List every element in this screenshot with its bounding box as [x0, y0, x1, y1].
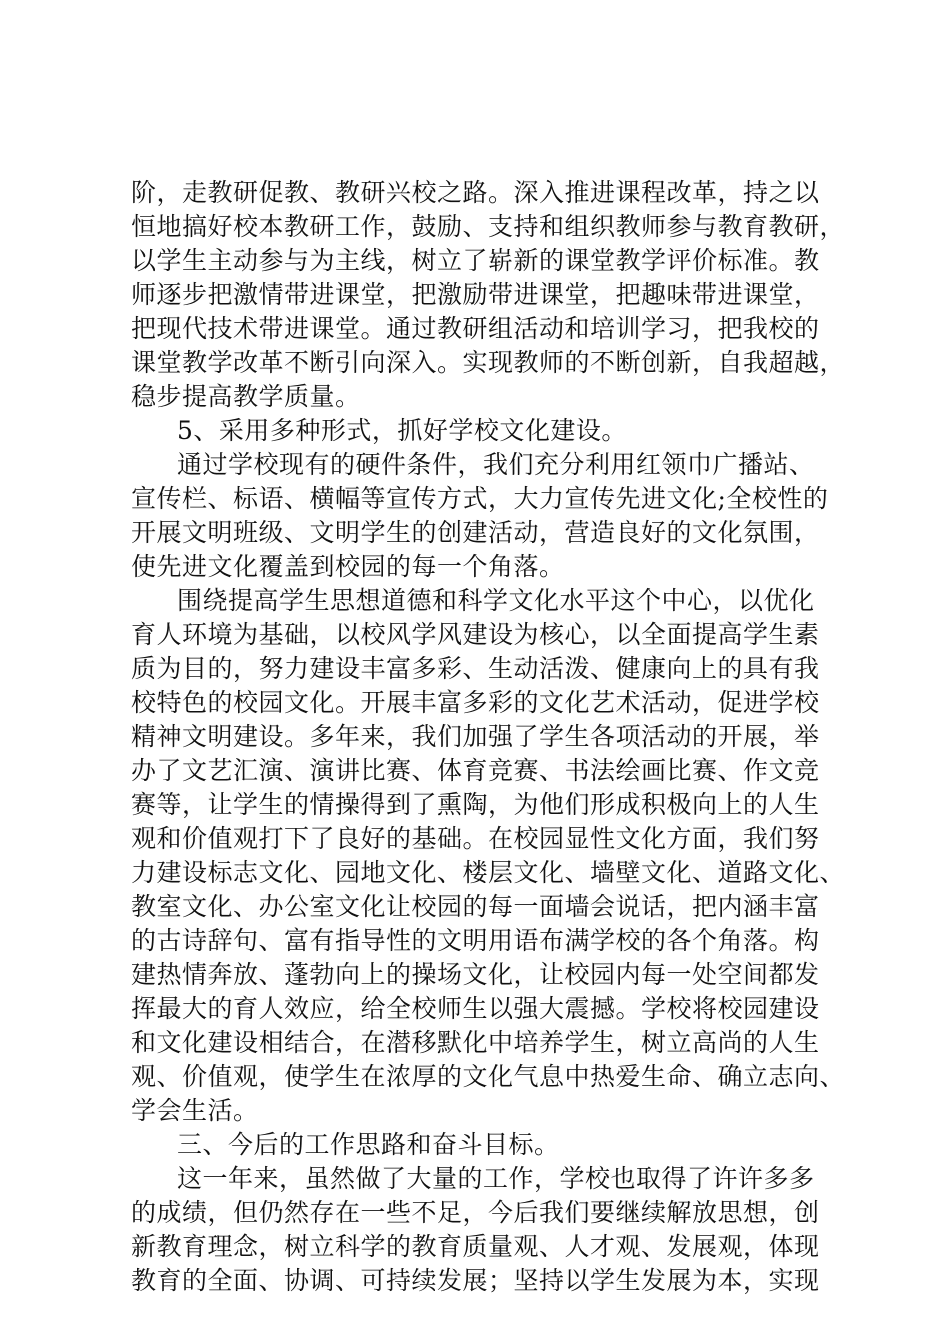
text-line: 把现代技术带进课堂。通过教研组活动和培训学习，把我校的 — [131, 314, 820, 343]
text-line: 和文化建设相结合，在潜移默化中培养学生，树立高尚的人生 — [131, 1028, 820, 1057]
text-line: 力建设标志文化、园地文化、楼层文化、墙壁文化、道路文化、 — [131, 858, 846, 887]
text-line: 精神文明建设。多年来，我们加强了学生各项活动的开展，举 — [131, 722, 820, 751]
text-line: 师逐步把激情带进课堂，把激励带进课堂，把趣味带进课堂， — [131, 280, 820, 309]
text-line: 观、价值观，使学生在浓厚的文化气息中热爱生命、确立志向、 — [131, 1062, 846, 1091]
text-line: 学会生活。 — [131, 1096, 259, 1125]
text-line: 稳步提高教学质量。 — [131, 382, 361, 411]
text-line: 恒地搞好校本教研工作，鼓励、支持和组织教师参与教育教研， — [131, 212, 846, 241]
text-line: 赛等，让学生的情操得到了熏陶，为他们形成积极向上的人生 — [131, 790, 820, 819]
text-line: 教室文化、办公室文化让校园的每一面墙会说话，把内涵丰富 — [131, 892, 820, 921]
text-line: 这一年来，虽然做了大量的工作，学校也取得了许许多多 — [177, 1164, 815, 1193]
text-line: 观和价值观打下了良好的基础。在校园显性文化方面，我们努 — [131, 824, 820, 853]
text-line: 通过学校现有的硬件条件，我们充分利用红领巾广播站、 — [177, 450, 815, 479]
text-line: 建热情奔放、蓬勃向上的操场文化，让校园内每一处空间都发 — [131, 960, 820, 989]
text-line: 办了文艺汇演、演讲比赛、体育竞赛、书法绘画比赛、作文竞 — [131, 756, 820, 785]
text-line: 质为目的，努力建设丰富多彩、生动活泼、健康向上的具有我 — [131, 654, 820, 683]
section-heading: 5、采用多种形式，抓好学校文化建设。 — [177, 416, 627, 445]
text-line: 使先进文化覆盖到校园的每一个角落。 — [131, 552, 565, 581]
text-line: 阶，走教研促教、教研兴校之路。深入推进课程改革，持之以 — [131, 178, 820, 207]
text-line: 课堂教学改革不断引向深入。实现教师的不断创新，自我超越， — [131, 348, 846, 377]
text-line: 的古诗辞句、富有指导性的文明用语布满学校的各个角落。构 — [131, 926, 820, 955]
text-line: 校特色的校园文化。开展丰富多彩的文化艺术活动，促进学校 — [131, 688, 820, 717]
text-line: 育人环境为基础，以校风学风建设为核心，以全面提高学生素 — [131, 620, 820, 649]
text-line: 开展文明班级、文明学生的创建活动，营造良好的文化氛围， — [131, 518, 820, 547]
text-line: 挥最大的育人效应，给全校师生以强大震撼。学校将校园建设 — [131, 994, 820, 1023]
section-heading: 三、今后的工作思路和奋斗目标。 — [177, 1130, 560, 1159]
text-line: 新教育理念，树立科学的教育质量观、人才观、发展观，体现 — [131, 1232, 820, 1261]
text-line: 教育的全面、协调、可持续发展；坚持以学生发展为本，实现 — [131, 1266, 820, 1295]
text-line: 宣传栏、标语、横幅等宣传方式，大力宣传先进文化;全校性的 — [131, 484, 829, 513]
text-line: 以学生主动参与为主线，树立了崭新的课堂教学评价标准。教 — [131, 246, 820, 275]
text-line: 围绕提高学生思想道德和科学文化水平这个中心，以优化 — [177, 586, 815, 615]
text-line: 的成绩，但仍然存在一些不足，今后我们要继续解放思想，创 — [131, 1198, 820, 1227]
